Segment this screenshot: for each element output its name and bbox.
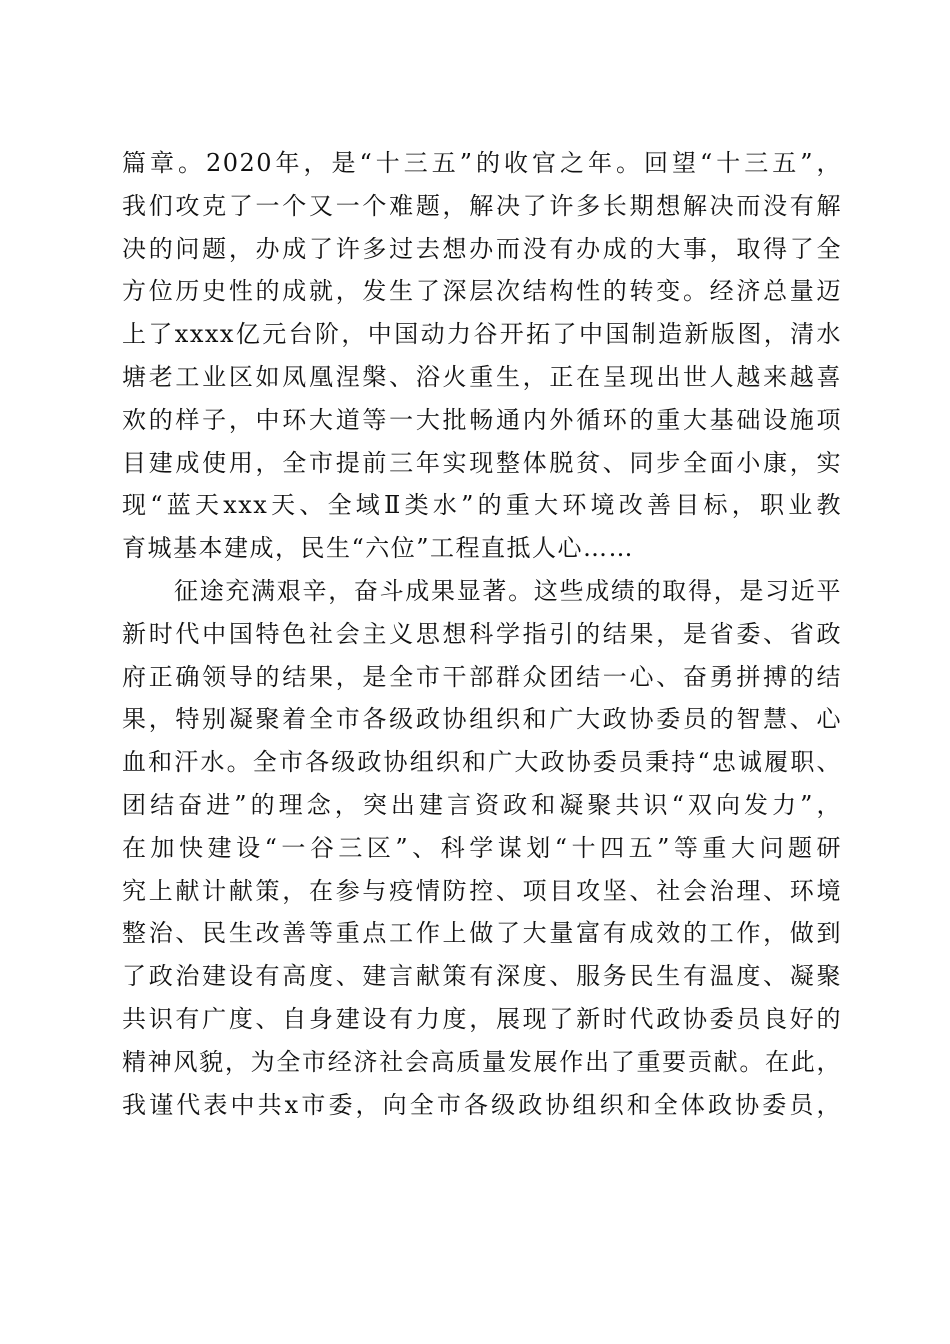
- text-line: 塘老工业区如凤凰涅槃、浴火重生，正在呈现出世人越来越喜: [122, 362, 842, 391]
- text-line: 精神风貌，为全市经济社会高质量发展作出了重要贡献。在此，: [122, 1047, 842, 1076]
- text-line: 整治、民生改善等重点工作上做了大量富有成效的工作，做到: [122, 919, 842, 948]
- text-line: 我们攻克了一个又一个难题，解决了许多长期想解决而没有解: [122, 191, 842, 220]
- text-line: 上了xxxx亿元台阶，中国动力谷开拓了中国制造新版图，清水: [122, 320, 842, 349]
- text-line: 目建成使用，全市提前三年实现整体脱贫、同步全面小康，实: [122, 448, 842, 477]
- text-line: 我谨代表中共x市委，向全市各级政协组织和全体政协委员，: [122, 1090, 842, 1119]
- text-line: 征途充满艰辛，奋斗成果显著。这些成绩的取得，是习近平: [174, 576, 842, 605]
- text-line: 府正确领导的结果，是全市干部群众团结一心、奋勇拼搏的结: [122, 662, 842, 691]
- body-text: [122, 142, 842, 1126]
- text-line: 现“蓝天xxx天、全域Ⅱ类水”的重大环境改善目标，职业教: [122, 491, 842, 520]
- text-line: 方位历史性的成就，发生了深层次结构性的转变。经济总量迈: [122, 277, 842, 306]
- text-line: 了政治建设有高度、建言献策有深度、服务民生有温度、凝聚: [122, 962, 842, 991]
- text-line: 决的问题，办成了许多过去想办而没有办成的大事，取得了全: [122, 234, 842, 263]
- text-line: 共识有广度、自身建设有力度，展现了新时代政协委员良好的: [122, 1004, 842, 1033]
- paragraph-1: [122, 142, 842, 570]
- text-line: 团结奋进”的理念，突出建言资政和凝聚共识“双向发力”，: [122, 790, 842, 819]
- text-line: 究上献计献策，在参与疫情防控、项目攻坚、社会治理、环境: [122, 876, 842, 905]
- text-line: 欢的样子，中环大道等一大批畅通内外循环的重大基础设施项: [122, 405, 842, 434]
- text-line: 在加快建设“一谷三区”、科学谋划“十四五”等重大问题研: [122, 833, 842, 862]
- paragraph-2: [122, 570, 842, 1126]
- text-line: 育城基本建成，民生“六位”工程直抵人心……: [122, 534, 635, 563]
- text-line: 果，特别凝聚着全市各级政协组织和广大政协委员的智慧、心: [122, 705, 842, 734]
- text-line: 篇章。2020年，是“十三五”的收官之年。回望“十三五”，: [122, 149, 842, 177]
- text-line: 新时代中国特色社会主义思想科学指引的结果，是省委、省政: [122, 619, 842, 648]
- text-line: 血和汗水。全市各级政协组织和广大政协委员秉持“忠诚履职、: [122, 748, 842, 777]
